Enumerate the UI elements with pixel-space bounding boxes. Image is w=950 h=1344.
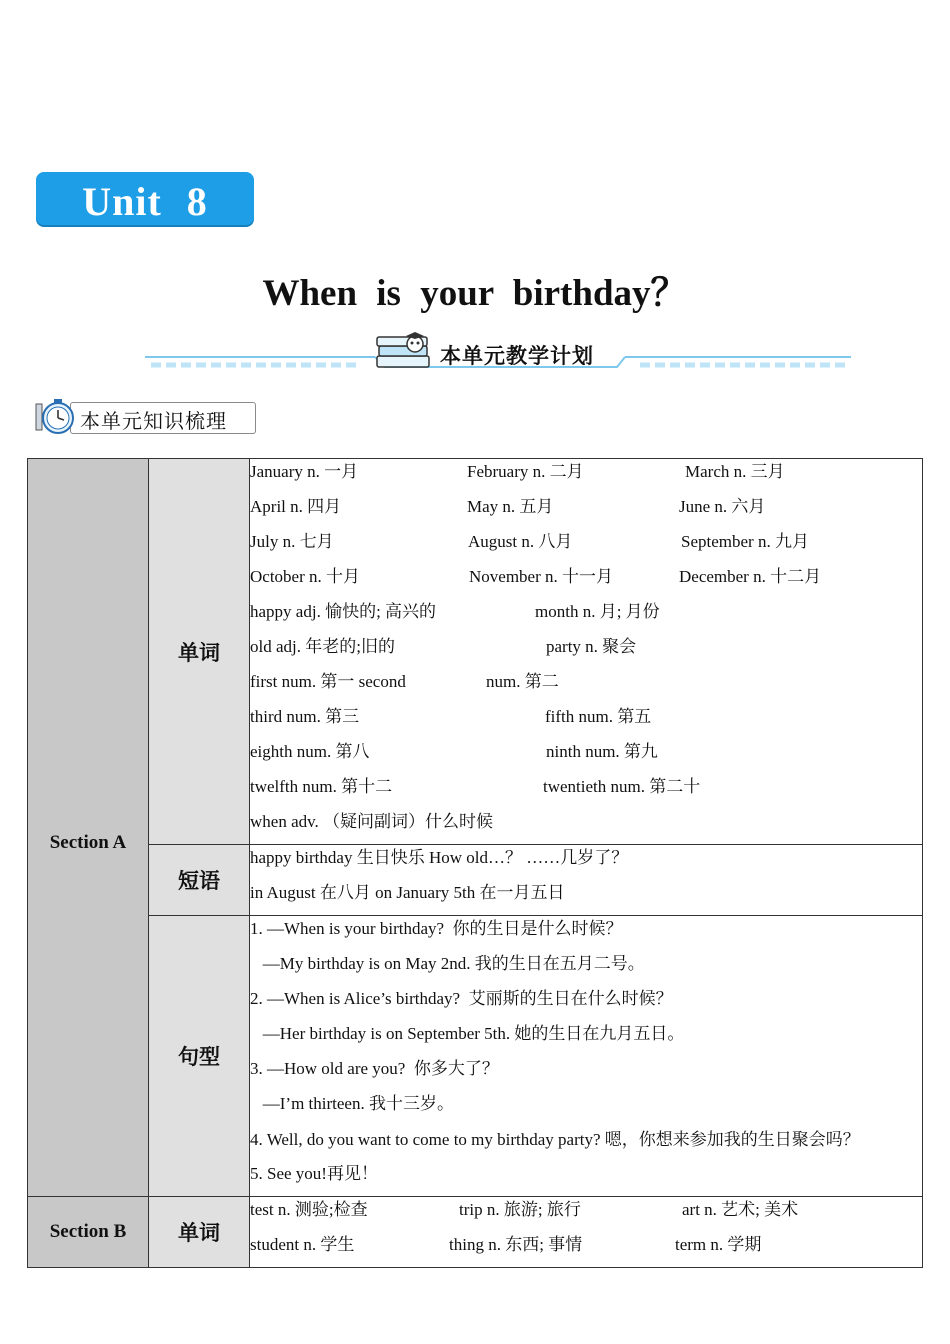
word-item: June n. 六月 [679,497,766,516]
word-item: November n. 十一月 [469,567,614,586]
word-item: December n. 十二月 [679,567,822,586]
section-a-phrases-row [28,845,923,916]
word-row [250,564,922,599]
word-item: fifth num. 第五 [545,707,652,726]
word-row [250,809,922,844]
word-item: num. 第二 [486,672,559,691]
phrase-line: in August 在八月 on January 5th 在一月五日 [250,883,565,902]
word-item: third num. 第三 [250,707,360,726]
section-b-words-row [28,1197,923,1268]
sentence-line: —My birthday is on May 2nd. 我的生日在五月二号。 [250,954,645,973]
phrase-line: happy birthday 生日快乐 How old…？ ……几岁了？ [250,848,629,867]
word-item: test n. 测验;检查 [250,1200,368,1219]
sentence-line: —I’m thirteen. 我十三岁。 [250,1094,454,1113]
plan-label: 本单元教学计划 [440,344,594,368]
word-item: first num. 第一 second [250,672,406,691]
word-item: art n. 艺术; 美术 [682,1200,799,1219]
sentence-line: 3. —How old are you? 你多大了？ [250,1059,499,1078]
word-item: March n. 三月 [685,462,785,481]
word-item: July n. 七月 [250,532,334,551]
word-item: May n. 五月 [467,497,554,516]
section-a-sentences-row [28,916,923,1197]
section-a-words-label: 单词 [149,459,250,845]
sentence-line: —Her birthday is on September 5th. 她的生日在九月五日。 [250,1024,685,1043]
word-row [250,739,922,774]
word-row [250,1197,922,1232]
word-item: happy adj. 愉快的; 高兴的 [250,602,437,621]
sentence-line: 4. Well, do you want to come to my birthday party? 嗯，你想来参加我的生日聚会吗？ [250,1130,860,1149]
word-item: student n. 学生 [250,1235,355,1254]
word-item: August n. 八月 [468,532,573,551]
section-a-phrases [250,845,923,916]
word-item: twelfth num. 第十二 [250,777,393,796]
word-item: April n. 四月 [250,497,342,516]
word-row [250,634,922,669]
sentence-line: 5. See you!再见！ [250,1164,378,1183]
word-item: when adv. （疑问副词）什么时候 [250,812,494,831]
section-a-sentences-label: 句型 [149,916,250,1197]
section-a-phrases-label: 短语 [149,845,250,916]
unit-label: Unit 8 [82,179,208,224]
section-a-words [250,459,923,845]
lesson-title: When is your birthday？ [262,273,688,314]
word-item: trip n. 旅游; 旅行 [459,1200,581,1219]
section-a-words-row [28,459,923,845]
word-item: January n. 一月 [250,462,359,481]
word-row [250,774,922,809]
word-item: February n. 二月 [467,462,584,481]
word-item: party n. 聚会 [546,637,637,656]
sentence-line: 2. —When is Alice’s birthday? 艾丽斯的生日在什么时候？ [250,989,673,1008]
word-row [250,529,922,564]
section-a-sentences [250,916,923,1197]
word-item: term n. 学期 [675,1235,762,1254]
books-icon [375,332,435,370]
word-item: eighth num. 第八 [250,742,370,761]
word-item: thing n. 东西; 事情 [449,1235,583,1254]
word-item: October n. 十月 [250,567,361,586]
section-b-label: Section B [28,1197,149,1268]
word-item: ninth num. 第九 [546,742,658,761]
section-b-words-label: 单词 [149,1197,250,1268]
clock-icon [34,396,78,438]
knowledge-table [27,458,923,1268]
word-item: old adj. 年老的;旧的 [250,637,395,656]
unit-badge [36,172,254,225]
section-b-words [250,1197,923,1268]
word-row [250,494,922,529]
word-item: September n. 九月 [681,532,809,551]
word-item: twentieth num. 第二十 [543,777,701,796]
word-item: month n. 月; 月份 [535,602,660,621]
word-row [250,1232,922,1267]
word-row [250,669,922,704]
word-row [250,459,922,494]
section-a-label: Section A [28,459,149,1197]
word-row [250,599,922,634]
knowledge-label: 本单元知识梳理 [80,409,227,433]
sentence-line: 1. —When is your birthday? 你的生日是什么时候？ [250,919,623,938]
word-row [250,704,922,739]
